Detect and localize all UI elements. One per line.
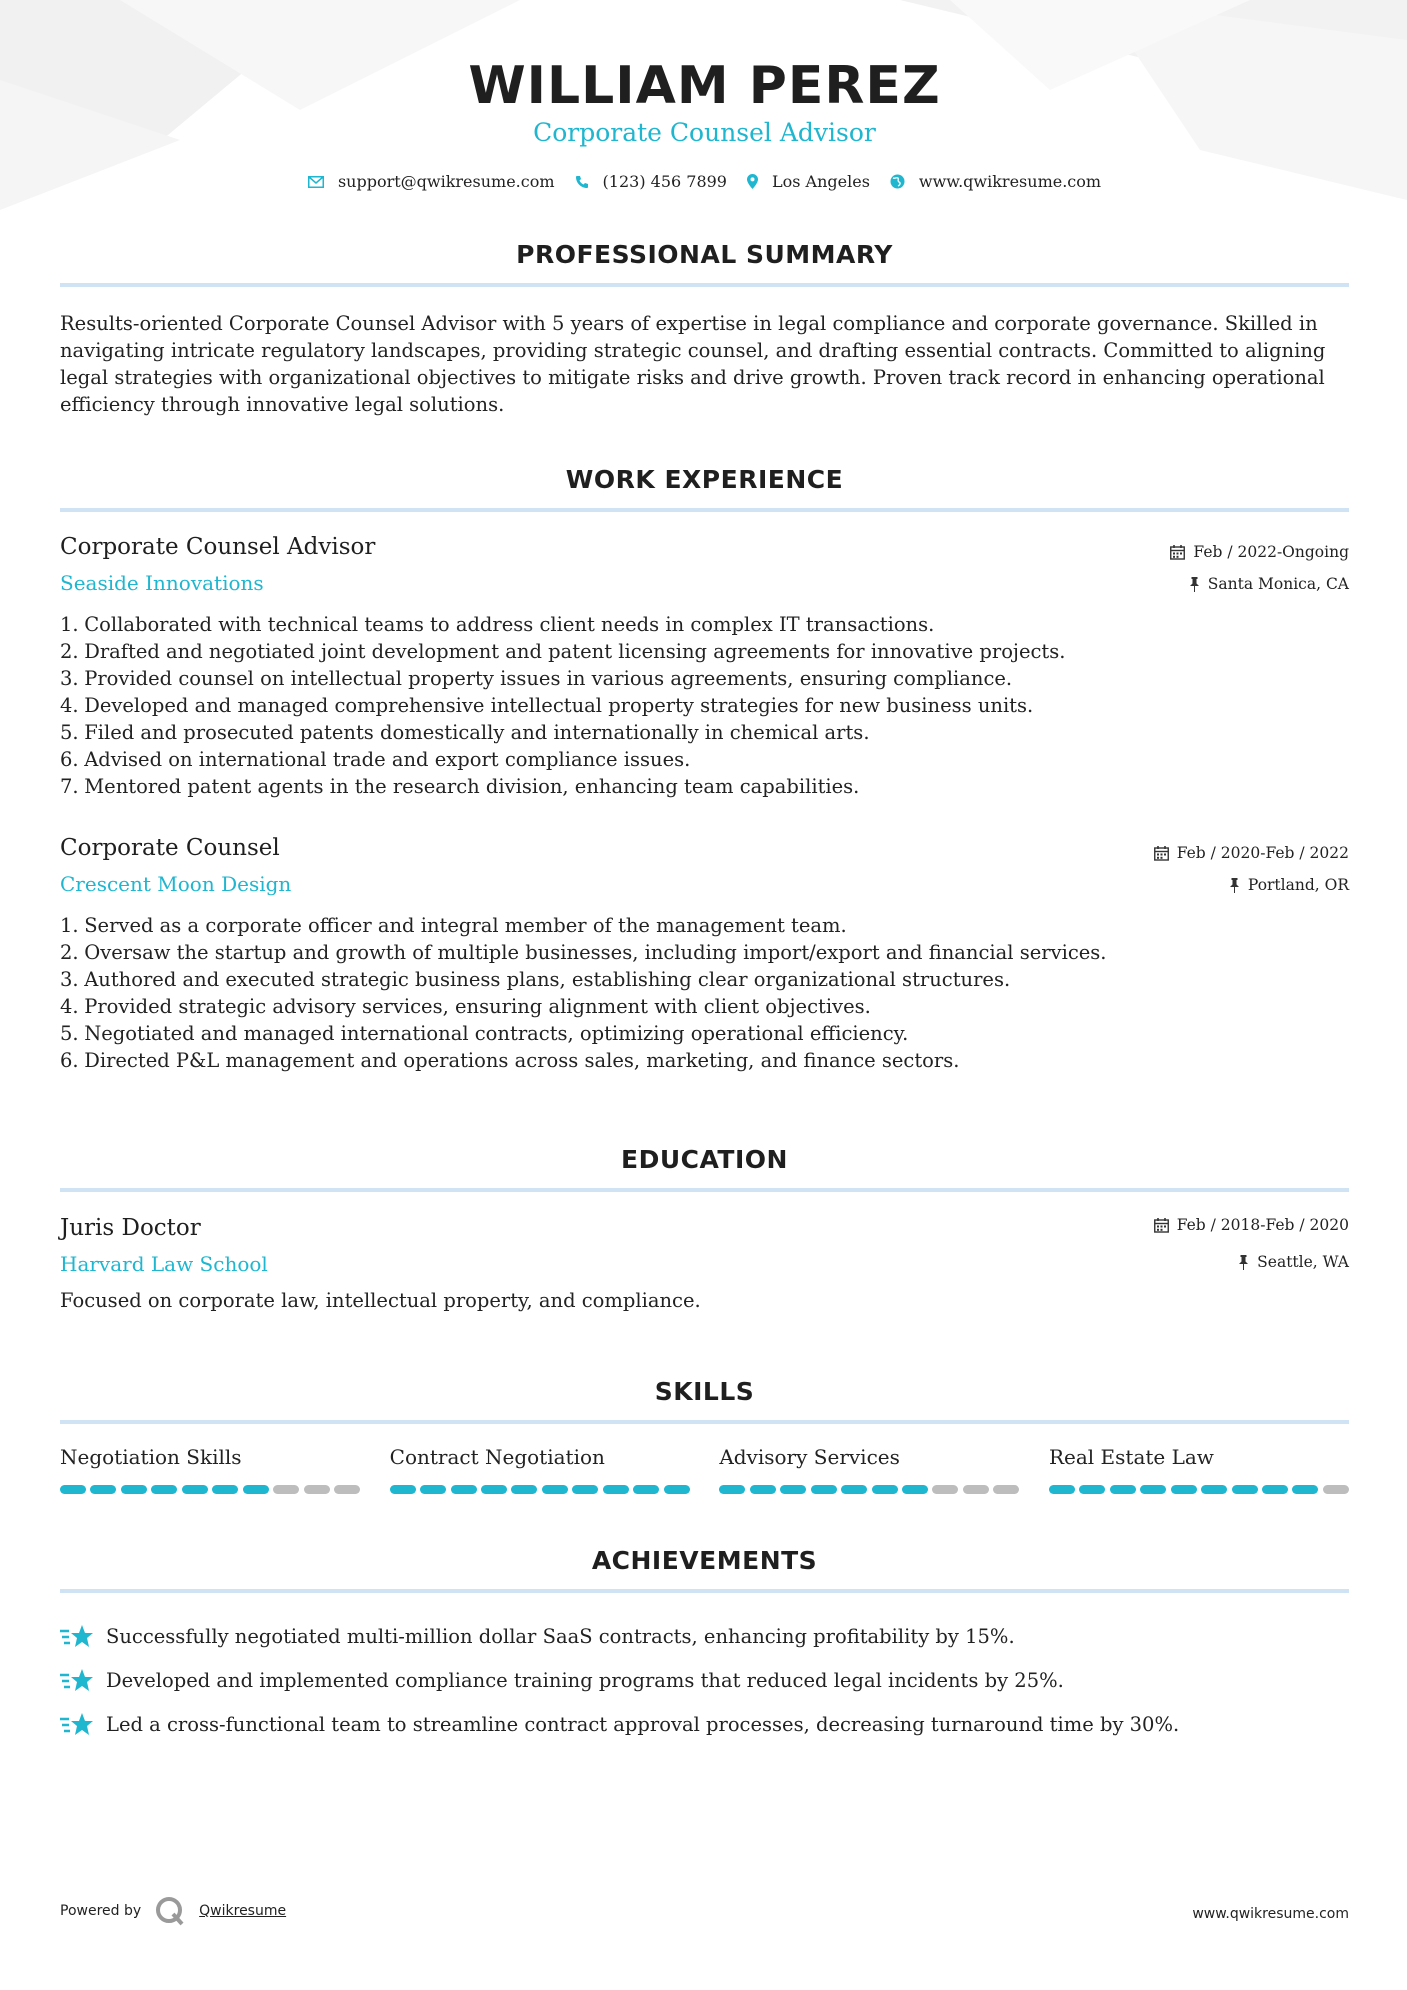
list-item: 3. Provided counsel on intellectual property issues in various agreements, ensuring compliance. [60,667,1013,690]
list-item: 1. Served as a corporate officer and integral member of the management team. [60,914,847,937]
education-description: Focused on corporate law, intellectual property, and compliance. [60,1289,701,1312]
location-text: Los Angeles [771,172,870,191]
summary-text: Results-oriented Corporate Counsel Advisor with 5 years of expertise in legal compliance and corporate governance. Skilled in navigating intricate regulatory landscapes, providing strategic counsel, and drafting essential contracts. Committed to aligning legal strategies with organizational objectives to mitigate risks and drive growth. Proven track record in enhancing operational efficiency through innovative legal solutions. [60,312,1326,416]
job-dates [1154,844,1349,862]
list-item: 2. Oversaw the startup and growth of multiple businesses, including import/export and financial services. [60,941,1107,964]
star-icon [60,1710,94,1738]
section-divider [60,1188,1349,1192]
skill-segment-filled [1079,1485,1105,1494]
map-pin-icon [747,174,758,189]
skill-item [390,1445,690,1494]
skill-level-bar [719,1485,1019,1494]
list-item: 4. Provided strategic advisory services, ensuring alignment with client objectives. [60,995,871,1018]
phone-icon [575,175,589,189]
globe-icon [890,174,905,189]
skill-segment-empty [993,1485,1019,1494]
skill-segment-filled [719,1485,745,1494]
contact-phone[interactable] [575,172,727,191]
job-bullets [60,912,1349,1074]
bullet-text: Mentored patent agents in the research division, enhancing team capabilities. [84,775,860,798]
section-divider [60,1589,1349,1593]
dates-text: Feb / 2018-Feb / 2020 [1176,1216,1349,1234]
skill-segment-filled [1262,1485,1288,1494]
skill-segment-filled [603,1485,629,1494]
skill-segment-filled [572,1485,598,1494]
candidate-role: Corporate Counsel Advisor [533,118,876,147]
location-text: Santa Monica, CA [1207,575,1349,593]
bullet-text: Directed P&L management and operations across sales, marketing, and finance sectors. [84,1049,960,1072]
bullet-text: Drafted and negotiated joint development and patent licensing agreements for innovative projects. [84,640,1066,663]
star-icon [60,1666,94,1694]
skill-segment-filled [542,1485,568,1494]
skill-segment-filled [1292,1485,1318,1494]
skill-segment-filled [212,1485,238,1494]
skill-segment-filled [60,1485,86,1494]
bullet-text: Served as a corporate officer and integral member of the management team. [84,914,847,937]
skill-segment-filled [1049,1485,1075,1494]
list-item: 3. Authored and executed strategic business plans, establishing clear organizational structures. [60,968,1011,991]
list-item: 7. Mentored patent agents in the research division, enhancing team capabilities. [60,775,860,798]
bullet-text: Collaborated with technical teams to address client needs in complex IT transactions. [84,613,935,636]
skill-segment-filled [243,1485,269,1494]
skill-segment-filled [1140,1485,1166,1494]
list-item: 1. Collaborated with technical teams to address client needs in complex IT transactions. [60,613,935,636]
contact-row [60,172,1349,191]
bullet-text: Provided strategic advisory services, ensuring alignment with client objectives. [84,995,871,1018]
skill-segment-filled [420,1485,446,1494]
job-bullets [60,611,1349,800]
section-divider [60,1420,1349,1424]
list-item [60,1658,1349,1702]
school-name: Harvard Law School [60,1252,268,1276]
dates-text: Feb / 2022-Ongoing [1193,543,1349,561]
education-dates [1154,1216,1349,1234]
star-icon [60,1622,94,1650]
pushpin-icon [1229,878,1240,893]
achievements-list [60,1614,1349,1746]
dates-text: Feb / 2020-Feb / 2022 [1176,844,1349,862]
job-title: Corporate Counsel Advisor [60,534,376,560]
bullet-text: Negotiated and managed international contracts, optimizing operational efficiency. [84,1022,909,1045]
skill-segment-filled [750,1485,776,1494]
skill-level-bar [390,1485,690,1494]
skill-segment-filled [1201,1485,1227,1494]
phone-text: (123) 456 7899 [602,172,727,191]
bullet-text: Provided counsel on intellectual property issues in various agreements, ensuring compliance. [84,667,1013,690]
skill-name: Contract Negotiation [389,1445,605,1469]
list-item [60,1614,1349,1658]
skill-segment-filled [182,1485,208,1494]
calendar-icon [1154,1218,1169,1233]
job-dates [1170,543,1349,561]
footer-powered-by [60,1896,286,1926]
skill-item [60,1445,360,1494]
skill-segment-filled [90,1485,116,1494]
contact-email[interactable] [308,172,555,191]
achievement-text: Developed and implemented compliance training programs that reduced legal incidents by 25%. [106,1668,1064,1692]
skill-segment-empty [1323,1485,1349,1494]
skill-level-bar [1049,1485,1349,1494]
list-item: 2. Drafted and negotiated joint development and patent licensing agreements for innovative projects. [60,640,1066,663]
section-title-achievements: ACHIEVEMENTS [591,1546,818,1575]
skill-segment-filled [121,1485,147,1494]
skill-segment-filled [872,1485,898,1494]
list-item: 5. Negotiated and managed international contracts, optimizing operational efficiency. [60,1022,909,1045]
calendar-icon [1154,846,1169,861]
candidate-name: WILLIAM PEREZ [468,56,941,116]
skill-segment-empty [273,1485,299,1494]
envelope-icon [308,176,324,188]
bullet-text: Filed and prosecuted patents domestically and internationally in chemical arts. [84,721,870,744]
skill-segment-empty [963,1485,989,1494]
brand-link[interactable]: Qwikresume [199,1903,287,1919]
list-item: 4. Developed and managed comprehensive intellectual property strategies for new business units. [60,694,1034,717]
section-divider [60,283,1349,287]
job-title: Corporate Counsel [60,835,280,861]
list-item [60,1702,1349,1746]
pushpin-icon [1189,577,1200,592]
skill-segment-filled [481,1485,507,1494]
bullet-text: Authored and executed strategic business plans, establishing clear organizational structures. [84,968,1011,991]
skill-name: Advisory Services [719,1445,900,1469]
bullet-text: Advised on international trade and export compliance issues. [84,748,691,771]
skill-segment-filled [1110,1485,1136,1494]
skill-name: Negotiation Skills [60,1445,242,1469]
website-text: www.qwikresume.com [918,172,1102,191]
skill-segment-empty [334,1485,360,1494]
list-item: 5. Filed and prosecuted patents domestically and internationally in chemical arts. [60,721,870,744]
skill-segment-empty [932,1485,958,1494]
skills-row [60,1445,1349,1494]
contact-website[interactable] [890,172,1101,191]
skill-segment-filled [511,1485,537,1494]
skill-segment-empty [304,1485,330,1494]
skill-segment-filled [841,1485,867,1494]
skill-segment-filled [633,1485,659,1494]
skill-level-bar [60,1485,360,1494]
email-text: support@qwikresume.com [337,172,555,191]
achievement-text: Led a cross-functional team to streamline contract approval processes, decreasing turnaround time by 30%. [106,1712,1180,1736]
location-text: Seattle, WA [1257,1253,1349,1271]
qwikresume-logo-icon [155,1896,185,1926]
skill-item [1049,1445,1349,1494]
calendar-icon [1170,545,1185,560]
job-company: Crescent Moon Design [60,872,292,896]
powered-by-text: Powered by [60,1903,142,1919]
job-location [1229,876,1349,894]
section-title-summary: PROFESSIONAL SUMMARY [516,240,893,269]
skill-item [719,1445,1019,1494]
bullet-text: Oversaw the startup and growth of multiple businesses, including import/export and financial services. [84,941,1107,964]
skill-segment-filled [451,1485,477,1494]
skill-segment-filled [811,1485,837,1494]
education-location [1238,1253,1349,1271]
list-item: 6. Advised on international trade and export compliance issues. [60,748,691,771]
achievement-text: Successfully negotiated multi-million dollar SaaS contracts, enhancing profitability by 15%. [106,1624,1015,1648]
pushpin-icon [1238,1255,1249,1270]
contact-location [747,172,870,191]
skill-segment-filled [1232,1485,1258,1494]
skill-segment-filled [664,1485,690,1494]
list-item: 6. Directed P&L management and operations across sales, marketing, and finance sectors. [60,1049,960,1072]
skill-name: Real Estate Law [1048,1445,1214,1469]
skill-segment-filled [151,1485,177,1494]
job-company: Seaside Innovations [60,571,264,595]
skill-segment-filled [902,1485,928,1494]
footer-website[interactable]: www.qwikresume.com [1192,1906,1349,1922]
section-divider [60,508,1349,512]
bullet-text: Developed and managed comprehensive intellectual property strategies for new business units. [84,694,1034,717]
skill-segment-filled [780,1485,806,1494]
section-title-skills: SKILLS [654,1377,755,1406]
skill-segment-filled [390,1485,416,1494]
skill-segment-filled [1171,1485,1197,1494]
degree-title: Juris Doctor [60,1215,201,1241]
section-title-education: EDUCATION [621,1145,788,1174]
section-title-experience: WORK EXPERIENCE [565,465,844,494]
job-location [1189,575,1349,593]
location-text: Portland, OR [1247,876,1349,894]
